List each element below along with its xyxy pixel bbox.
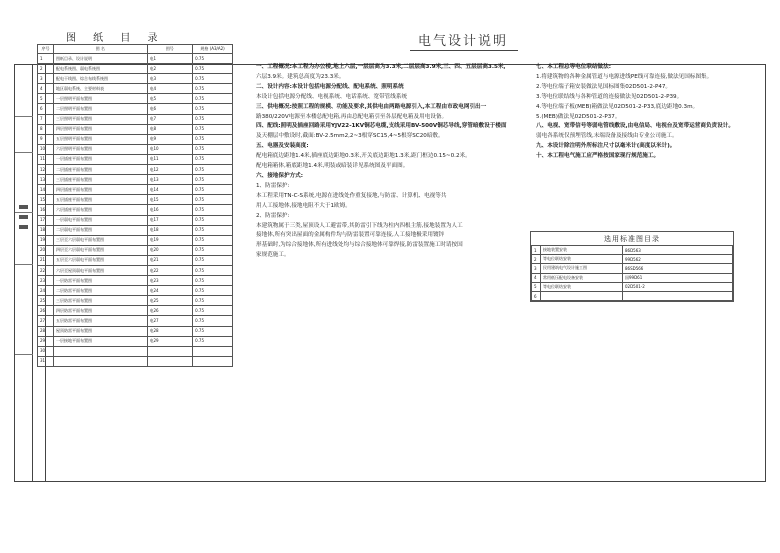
cell-name: 四层插座平面布置图 xyxy=(53,185,147,195)
standards-row xyxy=(532,291,733,300)
cell-no: 24 xyxy=(38,286,54,296)
cell-number: 电27 xyxy=(147,316,193,326)
cell-name: 三层照明平面布置图 xyxy=(53,114,147,124)
cell-size: 0.75 xyxy=(193,165,233,175)
std-code: 86SD566 xyxy=(623,264,733,273)
cell-number: 电19 xyxy=(147,235,193,245)
cell-size: 0.75 xyxy=(193,104,233,114)
cell-size: 0.75 xyxy=(193,54,233,64)
cell-no: 23 xyxy=(38,276,54,286)
cell-no: 11 xyxy=(38,154,54,164)
cell-size: 0.75 xyxy=(193,276,233,286)
cell-name: 四层防雷平面布置图 xyxy=(53,306,147,316)
cell-size: 0.75 xyxy=(193,64,233,74)
cell-size: 0.75 xyxy=(193,144,233,154)
note-line: 3.等电位联结线与各种管道的连接做法见02D501-2-P39。 xyxy=(536,93,683,100)
standards-row xyxy=(532,273,733,282)
header-number: 图号 xyxy=(147,45,193,54)
note-line: 配电箱底边距地1.4米,插座底边距地0.3米,开关底边距地1.3米,距门框边0.15~0.2米。 xyxy=(256,153,471,160)
cell-size: 0.75 xyxy=(193,306,233,316)
note-heading: 七、本工程总等电位联结做法: xyxy=(536,64,611,70)
header-name: 图 名 xyxy=(53,45,147,54)
note-heading: 九、本设计除注明外所标注尺寸以毫米计(高度以米计)。 xyxy=(536,143,676,150)
cell-name: 五层防雷平面布置图 xyxy=(53,316,147,326)
table-row xyxy=(38,185,233,195)
note-line: 5.(MEB)做法见02D501-2-P37。 xyxy=(536,113,621,120)
cell-name: 四层照明平面布置图 xyxy=(53,124,147,134)
std-code: 02D501-2 xyxy=(623,282,733,291)
note-line: 本建筑物属于三类,屋顶设人工避雷带,其防雷引下线为柱内四根主筋,接地装置为人工 xyxy=(256,222,463,229)
standards-row xyxy=(532,282,733,291)
cell-number: 电5 xyxy=(147,94,193,104)
cell-number: 电22 xyxy=(147,265,193,275)
table-row xyxy=(38,124,233,134)
std-name: 常用低压配电设备安装 xyxy=(541,273,623,282)
cell-number: 电12 xyxy=(147,165,193,175)
std-code: 86D563 xyxy=(623,246,733,255)
cell-size: 0.75 xyxy=(193,74,233,84)
note-heading: 六、接地保护方式: xyxy=(256,172,303,179)
table-row xyxy=(38,114,233,124)
cell-no: 1 xyxy=(38,54,54,64)
std-no: 2 xyxy=(532,255,541,264)
table-row xyxy=(38,286,233,296)
note-heading: 八、电视、宽带信号等弱电管线敷设,由电信局、电视台及宽带运营商负责设计。 xyxy=(536,123,734,130)
std-code: 99D562 xyxy=(623,255,733,264)
drawing-list-table xyxy=(37,44,233,367)
cell-no: 15 xyxy=(38,195,54,205)
table-row xyxy=(38,94,233,104)
cell-size xyxy=(193,356,233,366)
cell-no: 21 xyxy=(38,255,54,265)
table-row xyxy=(38,306,233,316)
std-no: 4 xyxy=(532,273,541,282)
page-title: 电气设计说明 xyxy=(418,34,509,49)
table-row xyxy=(38,64,233,74)
table-row xyxy=(38,134,233,144)
note-line: 配电箱箱体,箱底距地1.4米,明装或暗装详见系统图及平面图。 xyxy=(256,163,409,170)
table-row xyxy=(38,276,233,286)
left-notes xyxy=(256,63,546,261)
cell-number: 电15 xyxy=(147,195,193,205)
cell-name: 一层弱电平面布置图 xyxy=(53,215,147,225)
drawing-list-title: 图 纸 目 录 xyxy=(66,33,165,44)
cell-size: 0.75 xyxy=(193,124,233,134)
note-heading: 四、配线:照明及插座回路采用YJV22-1KV铜芯电缆,支线采用BV-500V铜芯导线,穿管暗敷设于楼面 xyxy=(256,123,507,130)
header-size: 规格 (A3/A2) xyxy=(193,45,233,54)
std-name xyxy=(541,291,623,300)
note-line: 路380/220V电源至本楼总配电箱,再由总配电箱引至各层配电箱及用电设备。 xyxy=(256,113,448,120)
cell-name: 配电系统图、弱电系统图 xyxy=(53,64,147,74)
table-row xyxy=(38,154,233,164)
drawing-list-header xyxy=(38,45,233,54)
note-line: 用人工接地体,接地电阻不大于1欧姆。 xyxy=(256,202,351,209)
cell-name: 四层至六层弱电平面布置图 xyxy=(53,245,147,255)
table-row xyxy=(38,175,233,185)
note-line: 接地体,所有突出屋面的金属构件均与防雷装置可靠连接,人工接地极采用镀锌 xyxy=(256,232,445,239)
standards-table xyxy=(531,245,733,301)
cell-number xyxy=(147,356,193,366)
table-row xyxy=(38,326,233,336)
cell-number: 电21 xyxy=(147,255,193,265)
cell-name: 五层至六层弱电平面布置图 xyxy=(53,255,147,265)
cell-size: 0.75 xyxy=(193,134,233,144)
table-row xyxy=(38,235,233,245)
cell-name: 一层防雷平面布置图 xyxy=(53,276,147,286)
std-code xyxy=(623,291,733,300)
cell-name: 屋顶防雷平面布置图 xyxy=(53,326,147,336)
table-row xyxy=(38,74,233,84)
cell-no: 25 xyxy=(38,296,54,306)
cell-name: 三层插座平面布置图 xyxy=(53,175,147,185)
cell-number: 电13 xyxy=(147,175,193,185)
cell-name: 二层防雷平面布置图 xyxy=(53,286,147,296)
cell-name: 六层照明平面布置图 xyxy=(53,144,147,154)
note-heading: 五、电器及安装高度: xyxy=(256,143,309,150)
table-row xyxy=(38,205,233,215)
table-row xyxy=(38,225,233,235)
std-no: 3 xyxy=(532,264,541,273)
cell-size: 0.75 xyxy=(193,296,233,306)
cell-name: 图纸目录、设计说明 xyxy=(53,54,147,64)
cell-size: 0.75 xyxy=(193,215,233,225)
cell-size: 0.75 xyxy=(193,114,233,124)
cell-name: 一层接地平面布置图 xyxy=(53,336,147,346)
cell-no: 26 xyxy=(38,306,54,316)
cell-no: 17 xyxy=(38,215,54,225)
table-row xyxy=(38,296,233,306)
cell-no: 22 xyxy=(38,265,54,275)
cell-size: 0.75 xyxy=(193,195,233,205)
table-row xyxy=(38,104,233,114)
cell-size: 0.75 xyxy=(193,175,233,185)
table-row xyxy=(38,165,233,175)
table-row xyxy=(38,316,233,326)
table-row xyxy=(38,195,233,205)
standards-row xyxy=(532,264,733,273)
cell-name: 地区弱电系统、主要材料表 xyxy=(53,84,147,94)
cell-no: 16 xyxy=(38,205,54,215)
standards-title: 选用标准图目录 xyxy=(604,235,660,243)
note-heading: 二、设计内容:本设计包括电源分配线、配电系统、照明系统 xyxy=(256,83,404,90)
cell-size: 0.75 xyxy=(193,286,233,296)
cell-name: 三层防雷平面布置图 xyxy=(53,296,147,306)
cell-no: 18 xyxy=(38,225,54,235)
cell-size: 0.75 xyxy=(193,154,233,164)
note-line: 4.等电位端子板(MEB)箱做法见02D501-2-P33,底边距地0.3m。 xyxy=(536,103,699,110)
note-line: 1.将建筑物的各种金属管道与电源进线PE线可靠连接,做法见国标图集。 xyxy=(536,73,713,80)
note-line: 及天棚层中敷设时,截面:BV-2.5mm2,2~3根穿SC15,4~5根穿SC20暗敷。 xyxy=(256,133,444,140)
standards-row xyxy=(532,246,733,255)
cell-name: 一层照明平面布置图 xyxy=(53,94,147,104)
cell-no: 27 xyxy=(38,316,54,326)
cell-no: 29 xyxy=(38,336,54,346)
cell-number: 电23 xyxy=(147,276,193,286)
cell-number: 电17 xyxy=(147,215,193,225)
cell-no: 4 xyxy=(38,84,54,94)
cell-number: 电14 xyxy=(147,185,193,195)
cell-size: 0.75 xyxy=(193,94,233,104)
cell-number: 电10 xyxy=(147,144,193,154)
std-name: 等电位联结安装 xyxy=(541,282,623,291)
standards-box xyxy=(530,231,734,302)
std-name: 等电位联结安装 xyxy=(541,255,623,264)
std-no: 1 xyxy=(532,246,541,255)
std-name: 民用建筑电气设计施工图 xyxy=(541,264,623,273)
std-code: 国99D61 xyxy=(623,273,733,282)
cell-no: 7 xyxy=(38,114,54,124)
cell-name: 六层至屋顶弱电平面布置图 xyxy=(53,265,147,275)
cell-size: 0.75 xyxy=(193,84,233,94)
cell-size: 0.75 xyxy=(193,225,233,235)
table-row xyxy=(38,215,233,225)
cell-no: 12 xyxy=(38,165,54,175)
cell-number: 电20 xyxy=(147,245,193,255)
cell-no: 2 xyxy=(38,64,54,74)
cell-size: 0.75 xyxy=(193,316,233,326)
cell-number: 电1 xyxy=(147,54,193,64)
cell-number: 电7 xyxy=(147,114,193,124)
table-row xyxy=(38,336,233,346)
cell-no: 9 xyxy=(38,134,54,144)
table-row xyxy=(38,265,233,275)
note-line: 家规范施工。 xyxy=(256,252,290,259)
table-row xyxy=(38,245,233,255)
cell-name: 五层插座平面布置图 xyxy=(53,195,147,205)
cell-no: 30 xyxy=(38,346,54,356)
cell-number: 电25 xyxy=(147,296,193,306)
cell-number: 电4 xyxy=(147,84,193,94)
cell-size xyxy=(193,346,233,356)
table-row xyxy=(38,356,233,366)
cell-size: 0.75 xyxy=(193,336,233,346)
table-row xyxy=(38,255,233,265)
cell-no: 20 xyxy=(38,245,54,255)
cell-name: 二层照明平面布置图 xyxy=(53,104,147,114)
std-no: 5 xyxy=(532,282,541,291)
note-heading: 一、工程概况:本工程为办公楼,地上六层,一层层高为3.3米,二层层高3.9米,三、四、五层层高3.5米, xyxy=(256,64,506,70)
cell-number: 电11 xyxy=(147,154,193,164)
cell-name xyxy=(53,356,147,366)
table-row xyxy=(38,144,233,154)
note-line: 1、防雷保护: xyxy=(256,182,290,189)
note-line: 2.等电位端子箱安装做法见国标图集02D501-2-P47。 xyxy=(536,83,672,90)
cell-number: 电2 xyxy=(147,64,193,74)
table-row xyxy=(38,54,233,64)
cell-no: 19 xyxy=(38,235,54,245)
std-no: 6 xyxy=(532,291,541,300)
cell-number: 电26 xyxy=(147,306,193,316)
cell-name: 一层插座平面布置图 xyxy=(53,154,147,164)
note-line: 2、防雷保护: xyxy=(256,212,290,219)
cell-no: 3 xyxy=(38,74,54,84)
cell-number: 电8 xyxy=(147,124,193,134)
cell-name: 六层插座平面布置图 xyxy=(53,205,147,215)
left-title-strip xyxy=(15,65,33,481)
note-heading: 十、本工程电气施工应严格按国家现行规范施工。 xyxy=(536,153,660,160)
standards-row xyxy=(532,255,733,264)
cell-size: 0.75 xyxy=(193,265,233,275)
cell-number: 电6 xyxy=(147,104,193,114)
cell-no: 14 xyxy=(38,185,54,195)
note-heading: 三、供电概况:按照工程的规模、功能及要求,其供电由两路电源引入,本工程由市政电网引出一 xyxy=(256,103,487,110)
cell-number: 电28 xyxy=(147,326,193,336)
cell-name: 三层至六层弱电平面布置图 xyxy=(53,235,147,245)
cell-size: 0.75 xyxy=(193,245,233,255)
cell-no: 31 xyxy=(38,356,54,366)
cell-size: 0.75 xyxy=(193,255,233,265)
cell-number: 电24 xyxy=(147,286,193,296)
cell-name: 五层照明平面布置图 xyxy=(53,134,147,144)
table-row xyxy=(38,84,233,94)
note-line: 本设计包括电源分配线、电视系统、电话系统、宽带管线系统 xyxy=(256,93,408,100)
cell-no: 13 xyxy=(38,175,54,185)
cell-no: 6 xyxy=(38,104,54,114)
note-line: 形基础时,为综合接地体,所有进线处均与综合接地体可靠焊接,防雷装置施工时请按国 xyxy=(256,242,463,249)
cell-no: 5 xyxy=(38,94,54,104)
note-line: 本工程采用TN-C-S系统,电源在进线处作重复接地,与防雷、计算机、电视等共 xyxy=(256,192,447,199)
cell-name xyxy=(53,346,147,356)
cell-name: 配电干线图、综合布线系统图 xyxy=(53,74,147,84)
right-notes xyxy=(536,63,766,162)
table-row xyxy=(38,346,233,356)
cell-no: 8 xyxy=(38,124,54,134)
cell-number xyxy=(147,346,193,356)
cell-number: 电3 xyxy=(147,74,193,84)
cell-size: 0.75 xyxy=(193,326,233,336)
note-line: 弱电各系统仅预埋管线,末端设备及接线由专业公司施工。 xyxy=(536,133,678,140)
cell-number: 电16 xyxy=(147,205,193,215)
cell-number: 电18 xyxy=(147,225,193,235)
note-line: 六层3.9米。建筑总高度为23.3米。 xyxy=(256,73,345,80)
header-no: 序号 xyxy=(38,45,54,54)
cell-name: 二层弱电平面布置图 xyxy=(53,225,147,235)
cell-no: 28 xyxy=(38,326,54,336)
std-name: 接地装置安装 xyxy=(541,246,623,255)
title-underline xyxy=(410,50,518,51)
cell-name: 二层插座平面布置图 xyxy=(53,165,147,175)
cell-size: 0.75 xyxy=(193,235,233,245)
cell-size: 0.75 xyxy=(193,185,233,195)
cell-no: 10 xyxy=(38,144,54,154)
cell-number: 电29 xyxy=(147,336,193,346)
cell-size: 0.75 xyxy=(193,205,233,215)
cell-number: 电9 xyxy=(147,134,193,144)
